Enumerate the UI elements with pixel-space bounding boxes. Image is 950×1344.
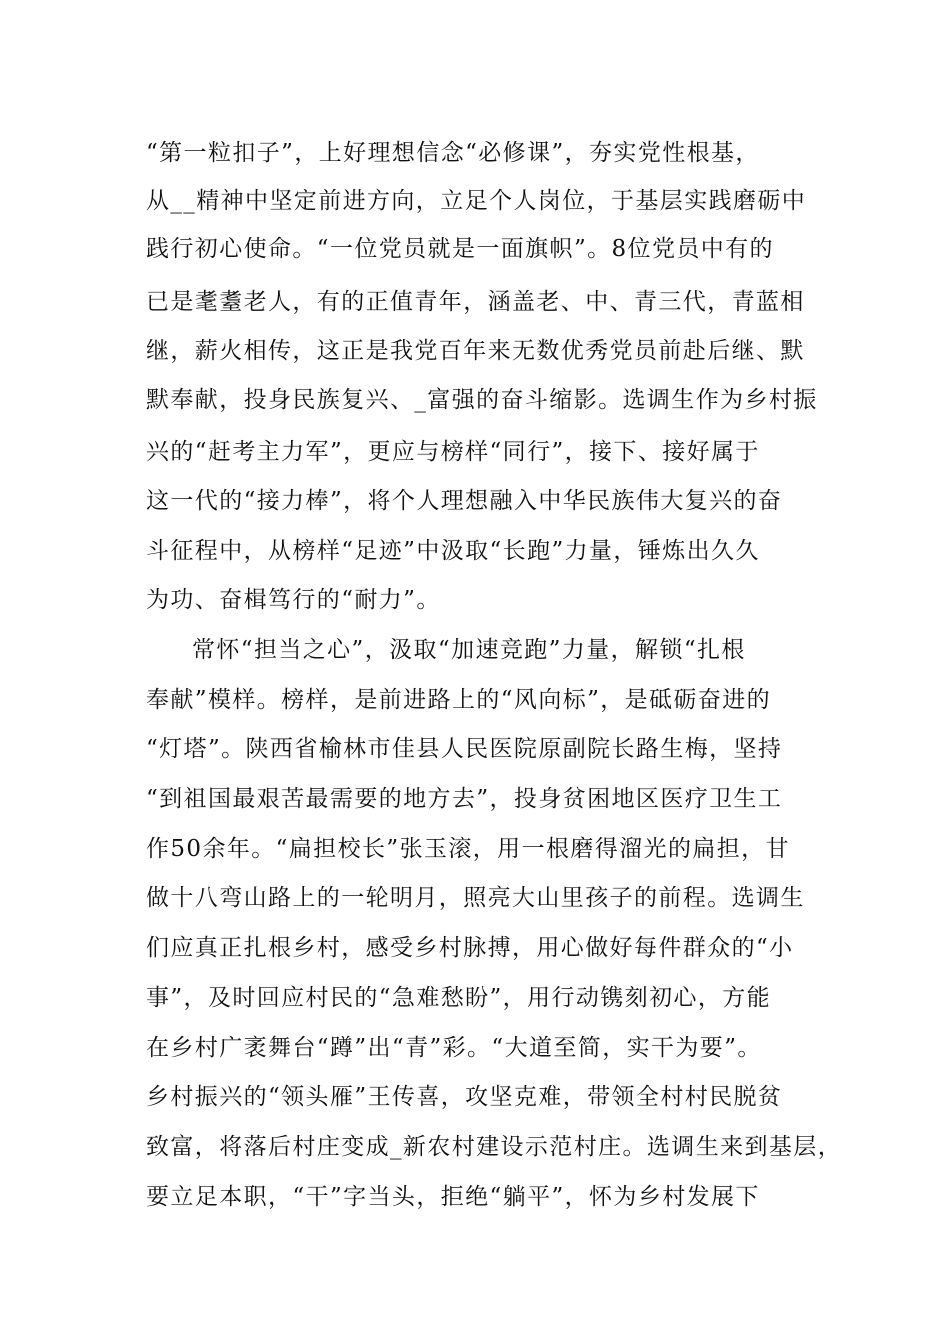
text-line: 这一代的“接力棒”，将个人理想融入中华民族伟大复兴的奋 <box>146 488 783 514</box>
paragraph-first-line: 常怀“担当之心”，汲取“加速竞跑”力量，解锁“扎根 <box>192 637 746 663</box>
text-line: 事”，及时回应村民的“急难愁盼”，用行动镌刻初心，方能 <box>146 985 772 1011</box>
text-line: “第一粒扣子”，上好理想信念“必修课”，夯实党性根基， <box>146 140 760 166</box>
text-line: 斗征程中，从榜样“足迹”中汲取“长跑”力量，锤炼出久久 <box>146 538 760 564</box>
text-line: 做十八弯山路上的一轮明月，照亮大山里孩子的前程。选调生 <box>146 885 805 911</box>
text-line: 致富，将落后村庄变成_新农村建设示范村庄。选调生来到基层， <box>146 1134 843 1160</box>
text-line: 们应真正扎根乡村，感受乡村脉搏，用心做好每件群众的“小 <box>146 935 794 961</box>
text-line: “灯塔”。陕西省榆林市佳县人民医院原副院长路生梅，坚持 <box>146 736 783 762</box>
text-line: 已是耄耋老人，有的正值青年，涵盖老、中、青三代，青蓝相 <box>146 289 805 315</box>
text-line: 默奉献，投身民族复兴、_富强的奋斗缩影。选调生作为乡村振 <box>146 387 818 413</box>
text-line: 要立足本职，“干”字当头，拒绝“躺平”，怀为乡村发展下 <box>146 1184 760 1210</box>
text-line: 继，薪火相传，这正是我党百年来无数优秀党员前赴后继、默 <box>146 338 805 364</box>
text-line: 从__精神中坚定前进方向，立足个人岗位，于基层实践磨砺中 <box>146 188 807 214</box>
text-line: 践行初心使命。“一位党员就是一面旗帜”。8位党员中有的 <box>146 236 774 262</box>
text-line: “到祖国最艰苦最需要的地方去”，投身贫困地区医疗卫生工 <box>146 786 783 812</box>
text-line: 在乡村广袤舞台“蹲”出“青”彩。“大道至简，实干为要”。 <box>146 1035 762 1061</box>
text-line: 为功、奋楫笃行的“耐力”。 <box>146 587 441 613</box>
text-line: 乡村振兴的“领头雁”王传喜，攻坚克难，带领全村村民脱贫 <box>146 1084 783 1110</box>
text-line: 作50余年。“扁担校长”张玉滚，用一根磨得溜光的扁担，甘 <box>146 836 790 862</box>
text-line: 奉献”模样。榜样，是前进路上的“风向标”，是砥砺奋进的 <box>146 687 772 713</box>
text-line: 兴的“赶考主力军”，更应与榜样“同行”，接下、接好属于 <box>146 439 760 465</box>
